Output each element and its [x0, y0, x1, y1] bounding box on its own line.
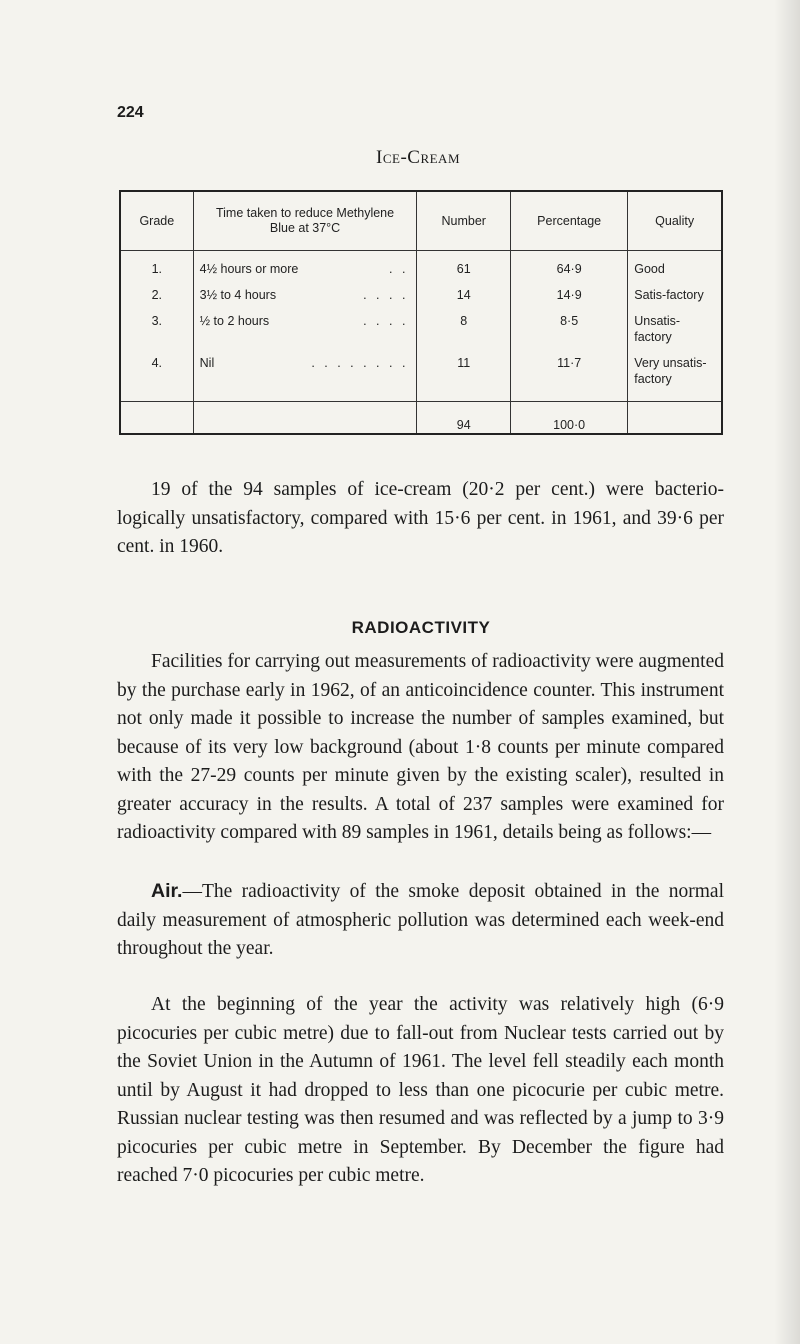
- dot-leader: . . . .: [363, 288, 409, 302]
- cell-percentage: 8·5: [511, 309, 628, 351]
- header-number: Number: [417, 191, 511, 251]
- cell-time-text: 4½ hours or more: [199, 262, 299, 276]
- page-edge-shadow: [774, 0, 800, 1344]
- cell-number: 11: [417, 351, 511, 402]
- cell-time-text: Nil: [199, 356, 215, 370]
- cell-number: 14: [417, 283, 511, 309]
- dot-leader: . . . . . . . .: [311, 356, 409, 370]
- fallout-paragraph: At the beginning of the year the activity was relatively high (6·9 picocuries per cubic metre) due to fall-out from Nuclear tests carried out by the Soviet Union in the Autumn of 1961. The level fell steadily each month until by August it had dropped to less than one picocurie per cubic metre. Russian nuclear testing was then resumed and was reflected by a jump to 3·9 picocuries per cubic metre in September. By December the figure had reached 7·0 picocuries per cubic metre.: [117, 994, 724, 1186]
- total-number: 94: [417, 402, 511, 435]
- cell-number: 8: [417, 309, 511, 351]
- cell-percentage: 11·7: [511, 351, 628, 402]
- total-quality-empty: [628, 402, 722, 435]
- cell-time: [193, 251, 417, 284]
- cell-time: [193, 283, 417, 309]
- cell-grade: 1.: [120, 251, 193, 284]
- air-paragraph: [117, 877, 724, 964]
- total-time-empty: [193, 402, 417, 435]
- total-percentage: 100·0: [511, 402, 628, 435]
- cell-quality: Very unsatis-factory: [628, 351, 722, 402]
- air-section: [117, 877, 724, 964]
- air-paragraph-text: —The radioactivity of the smoke deposit obtained in the normal daily measurement of atmospheric pollution was determined each week-end throughout the year.: [117, 881, 724, 959]
- cell-quality: Satis-factory: [628, 283, 722, 309]
- ice-cream-paragraph: 19 of the 94 samples of ice-cream (20·2 per cent.) were bacterio-logically unsatisfactory, compared with 15·6 per cent. in 1961, and 39·6 per cent. in 1960.: [117, 479, 724, 557]
- header-quality: Quality: [628, 191, 722, 251]
- cell-grade: 3.: [120, 309, 193, 351]
- section-heading: RADIOACTIVITY: [351, 618, 491, 637]
- cell-quality: Unsatis-factory: [628, 309, 722, 351]
- header-time: Time taken to reduce Methylene Blue at 37°C: [193, 191, 417, 251]
- cell-time-text: ½ to 2 hours: [199, 314, 270, 328]
- cell-grade: 2.: [120, 283, 193, 309]
- radioactivity-paragraph: Facilities for carrying out measurements of radioactivity were augmented by the purchase early in 1962, of an anticoincidence counter. This instrument not only made it possible to increase the number of samples examined, but because of its very low background (about 1·8 counts per minute compared with the 27-29 counts per minute given by the existing scaler), resulted in greater accuracy in the results. A total of 237 samples were examined for radioactivity compared with 89 samples in 1961, details being as follows:—: [117, 651, 724, 843]
- header-percentage: Percentage: [511, 191, 628, 251]
- table-total-row: [120, 402, 722, 435]
- total-grade-empty: [120, 402, 193, 435]
- cell-time-text: 3½ to 4 hours: [199, 288, 277, 302]
- table-row: [120, 309, 722, 351]
- cell-number: 61: [417, 251, 511, 284]
- cell-quality: Good: [628, 251, 722, 284]
- fallout-section: [117, 991, 724, 1191]
- ice-cream-summary: [117, 476, 724, 562]
- cell-time: [193, 309, 417, 351]
- table-row: [120, 351, 722, 402]
- page-number: 224: [117, 104, 144, 121]
- table-header-row: [120, 191, 722, 251]
- dot-leader: . .: [389, 262, 409, 276]
- cell-time: [193, 351, 417, 402]
- ice-cream-table: [119, 190, 723, 435]
- table-title: Ice-Cream: [376, 147, 460, 168]
- table-row: [120, 251, 722, 284]
- air-run-in-heading: Air.: [151, 880, 183, 902]
- cell-percentage: 14·9: [511, 283, 628, 309]
- cell-percentage: 64·9: [511, 251, 628, 284]
- cell-grade: 4.: [120, 351, 193, 402]
- dot-leader: . . . .: [363, 314, 409, 328]
- header-grade: Grade: [120, 191, 193, 251]
- radioactivity-intro: [117, 648, 724, 848]
- table-row: [120, 283, 722, 309]
